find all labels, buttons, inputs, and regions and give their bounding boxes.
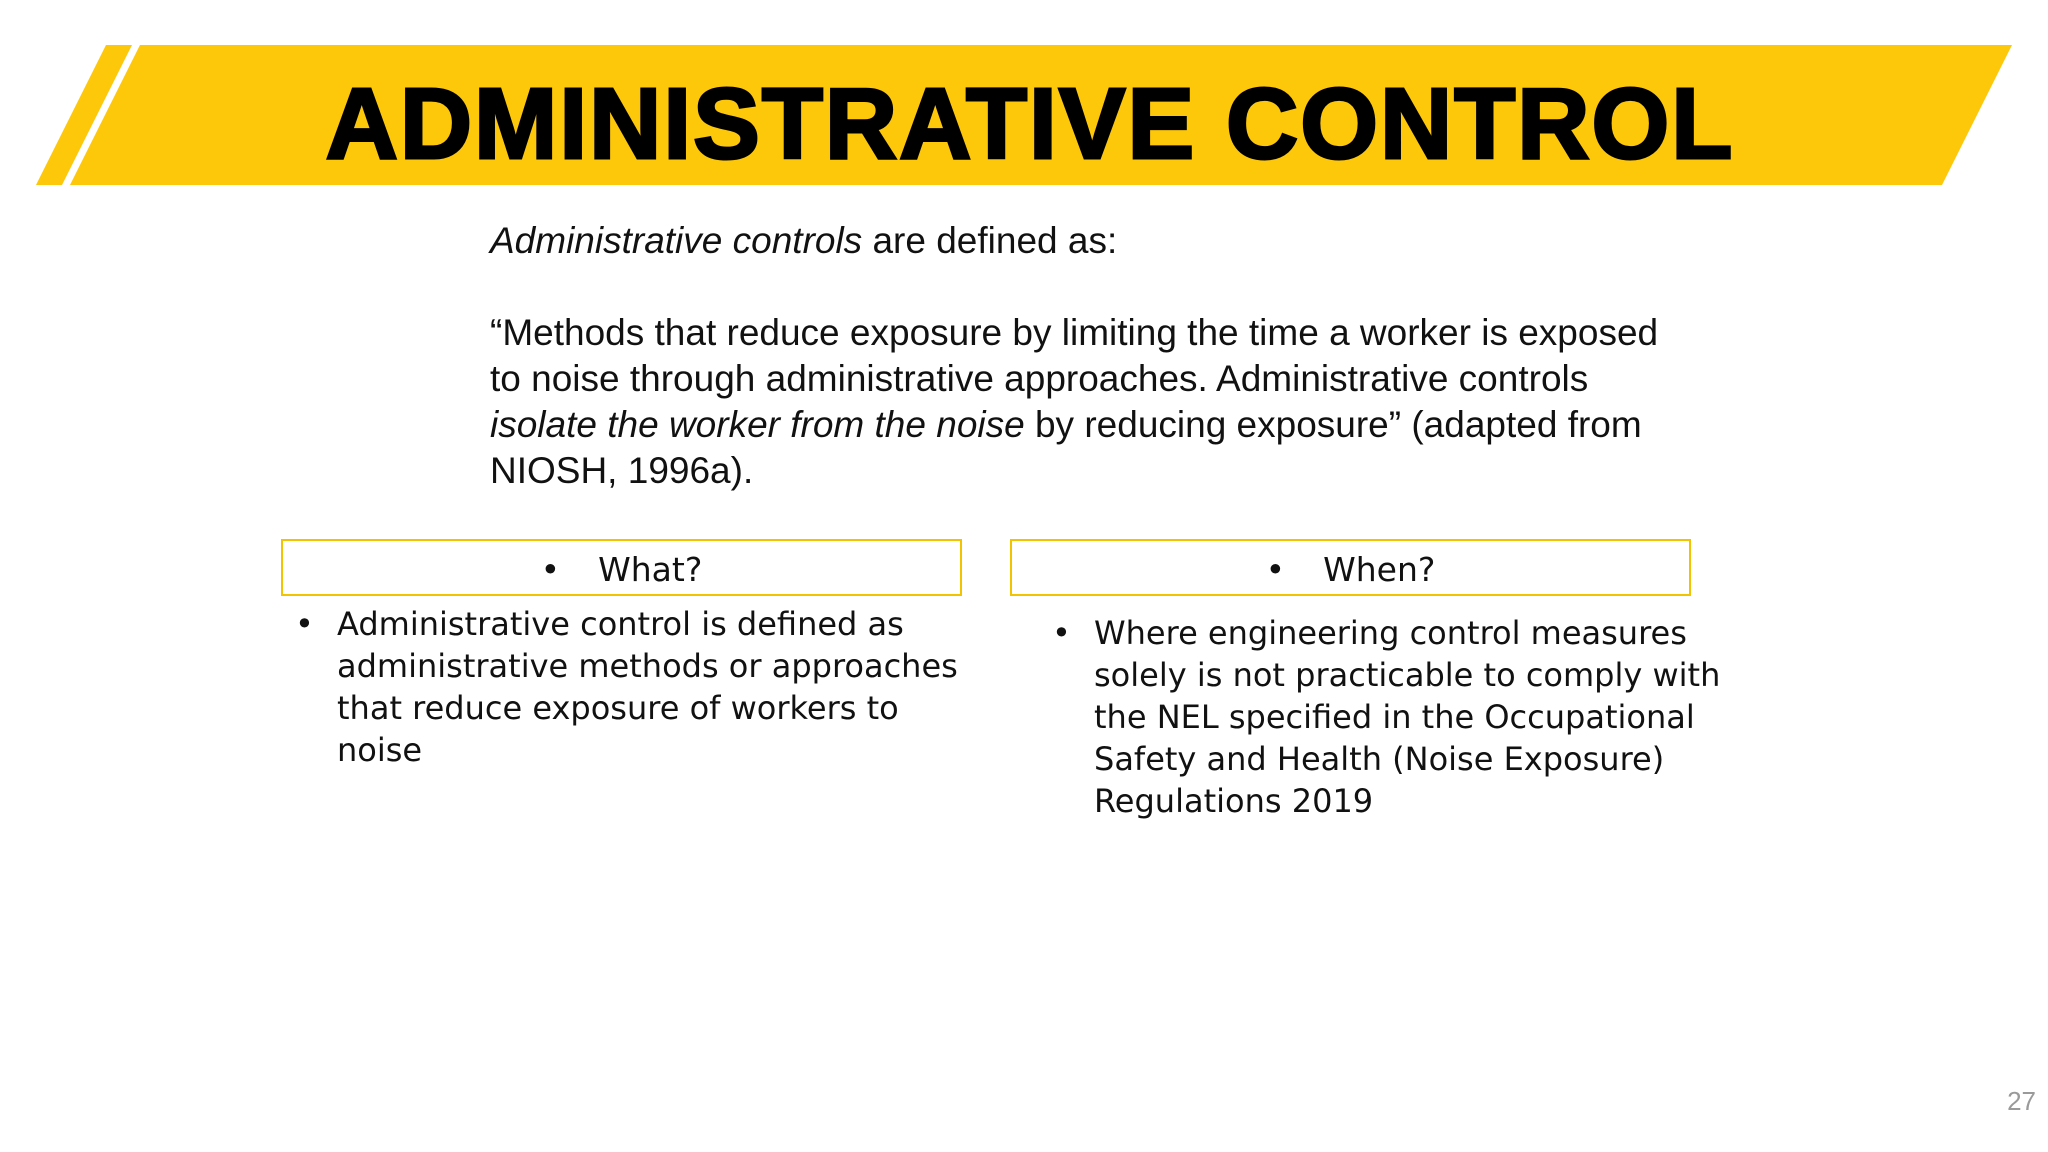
quote-part-1: “Methods that reduce exposure by limiting the time a worker is exposed to noise through administrative approaches. Administrative controls [490,312,1659,399]
when-list-item [1052,612,1732,822]
when-item-bullet: • [1052,614,1071,652]
when-heading: When? [1323,550,1436,589]
quote-emphasis: isolate the worker from the noise [490,404,1025,445]
what-item-bullet: • [295,605,314,643]
page-number: 27 [2007,1086,2036,1116]
what-item-text: Administrative control is defined as administrative methods or approaches that reduce exposure of workers to noise [337,605,958,769]
when-list [1052,612,1732,822]
when-heading-box [1010,539,1691,596]
what-column [295,603,975,771]
what-heading-box [281,539,962,596]
when-item-text: Where engineering control measures solely is not practicable to comply with the NEL specified in the Occupational Safety and Health (Noise Exposure) Regulations 2019 [1094,614,1721,820]
definition-text [490,218,1690,494]
what-heading-bullet: • [540,550,561,589]
definition-quote [490,310,1690,494]
when-column [1052,612,1732,822]
what-heading: What? [598,550,703,589]
definition-lead [490,218,1690,264]
when-heading-bullet: • [1265,550,1286,589]
what-list-item [295,603,975,771]
definition-lead-rest: are defined as: [862,220,1118,261]
what-list [295,603,975,771]
quote-part-2: by reducing exposure” (adapted from NIOSH, 1996a). [490,404,1642,491]
slide-title: ADMINISTRATIVE CONTROL [325,68,1735,180]
definition-term: Administrative controls [490,220,863,261]
